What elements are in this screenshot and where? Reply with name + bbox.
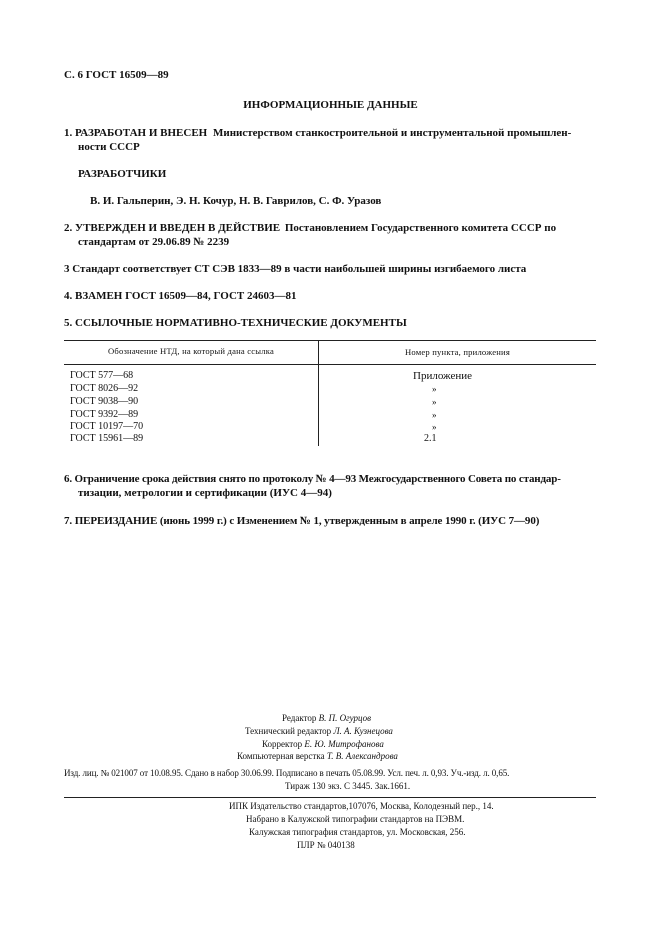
table-row-3-ref: » — [432, 397, 437, 407]
section-2-line-2: стандартам от 29.06.89 № 2239 — [78, 236, 230, 248]
section-2-line-1 — [64, 222, 556, 234]
page-header: С. 6 ГОСТ 16509—89 — [64, 69, 169, 81]
table-col1-header: Обозначение НТД, на который дана ссылка — [107, 346, 275, 356]
imprint-layout — [237, 751, 398, 761]
imprint-editor-name: В. П. Огурцов — [318, 713, 372, 723]
section-2-lead: 2. УТВЕРЖДЕН И ВВЕДЕН В ДЕЙСТВИЕ — [64, 222, 281, 234]
section-4: 4. ВЗАМЕН ГОСТ 16509—84, ГОСТ 24603—81 — [64, 290, 297, 302]
table-row-1-doc: ГОСТ 577—68 — [70, 370, 134, 381]
imprint-publisher-line-3: Калужская типография стандартов, ул. Московская, 256. — [249, 827, 466, 837]
table-row-2-doc: ГОСТ 8026—92 — [70, 383, 139, 394]
imprint-publisher-line-1: ИПК Издательство стандартов,107076, Москва, Колодезный пер., 14. — [229, 801, 494, 811]
table-header-rule — [64, 364, 596, 365]
imprint-tech-editor-name: Л. А. Кузнецова — [333, 726, 393, 736]
imprint-editor — [282, 713, 371, 723]
table-row-4-doc: ГОСТ 9392—89 — [70, 409, 139, 420]
section-1-lead: 1. РАЗРАБОТАН И ВНЕСЕН — [64, 127, 208, 139]
section-2-text: Постановлением Государственного комитета СССР по — [284, 222, 557, 234]
table-row-2-ref: » — [432, 384, 437, 394]
imprint-tech-editor — [245, 726, 393, 736]
section-6-line-2: тизации, метрологии и сертификации (ИУС 4—94) — [78, 487, 332, 499]
table-top-rule — [64, 340, 596, 341]
table-row-3-doc: ГОСТ 9038—90 — [70, 396, 139, 407]
table-row-5-doc: ГОСТ 10197—70 — [70, 421, 144, 432]
section-1-line-1 — [64, 127, 571, 139]
imprint-publisher-line-4: ПЛР № 040138 — [297, 840, 355, 850]
developers-heading: РАЗРАБОТЧИКИ — [78, 168, 167, 180]
table-row-5-ref: » — [432, 422, 437, 432]
developers-names: В. И. Гальперин, Э. Н. Кочур, Н. В. Гаврилов, С. Ф. Уразов — [90, 195, 382, 207]
section-5: 5. ССЫЛОЧНЫЕ НОРМАТИВНО-ТЕХНИЧЕСКИЕ ДОКУМЕНТЫ — [64, 317, 407, 329]
page-title: ИНФОРМАЦИОННЫЕ ДАННЫЕ — [243, 99, 418, 111]
table-row-6-doc: ГОСТ 15961—89 — [70, 433, 144, 444]
section-7: 7. ПЕРЕИЗДАНИЕ (июнь 1999 г.) с Изменением № 1, утвержденным в апреле 1990 г. (ИУС 7—90) — [64, 515, 540, 527]
imprint-corrector-label: Корректор — [262, 739, 303, 749]
imprint-corrector — [262, 739, 384, 749]
section-3: 3 Стандарт соответствует СТ СЭВ 1833—89 в части наибольшей ширины изгибаемого листа — [64, 263, 527, 275]
imprint-publishing-line-2: Тираж 130 экз. С 3445. Зак.1661. — [285, 781, 411, 791]
section-1-line-2: ности СССР — [78, 141, 140, 153]
imprint-divider — [64, 797, 596, 798]
imprint-publishing-line-1: Изд. лиц. № 021007 от 10.08.95. Сдано в набор 30.06.99. Подписано в печать 05.08.99. Усл. печ. л. 0,93. Уч.-изд. л. 0,65. — [64, 768, 510, 778]
imprint-corrector-name: Е. Ю. Митрофанова — [304, 739, 384, 749]
table-col2-header: Номер пункта, приложения — [404, 347, 511, 357]
imprint-publisher-line-2: Набрано в Калужской типографии стандартов на ПЭВМ. — [246, 814, 465, 824]
table-row-1-ref: Приложение — [413, 370, 473, 382]
table-row-6-ref: 2.1 — [424, 433, 437, 444]
imprint-editor-label: Редактор — [282, 713, 317, 723]
section-6-line-1: 6. Ограничение срока действия снято по протоколу № 4—93 Межгосударственного Совета по стандар- — [64, 473, 561, 485]
table-row-4-ref: » — [432, 410, 437, 420]
imprint-layout-label: Компьютерная верстка — [237, 751, 325, 761]
imprint-layout-name: Т. В. Александрова — [326, 751, 398, 761]
imprint-tech-editor-label: Технический редактор — [245, 726, 332, 736]
section-1-text: Министерством станкостроительной и инструментальной промышлен- — [212, 127, 572, 139]
